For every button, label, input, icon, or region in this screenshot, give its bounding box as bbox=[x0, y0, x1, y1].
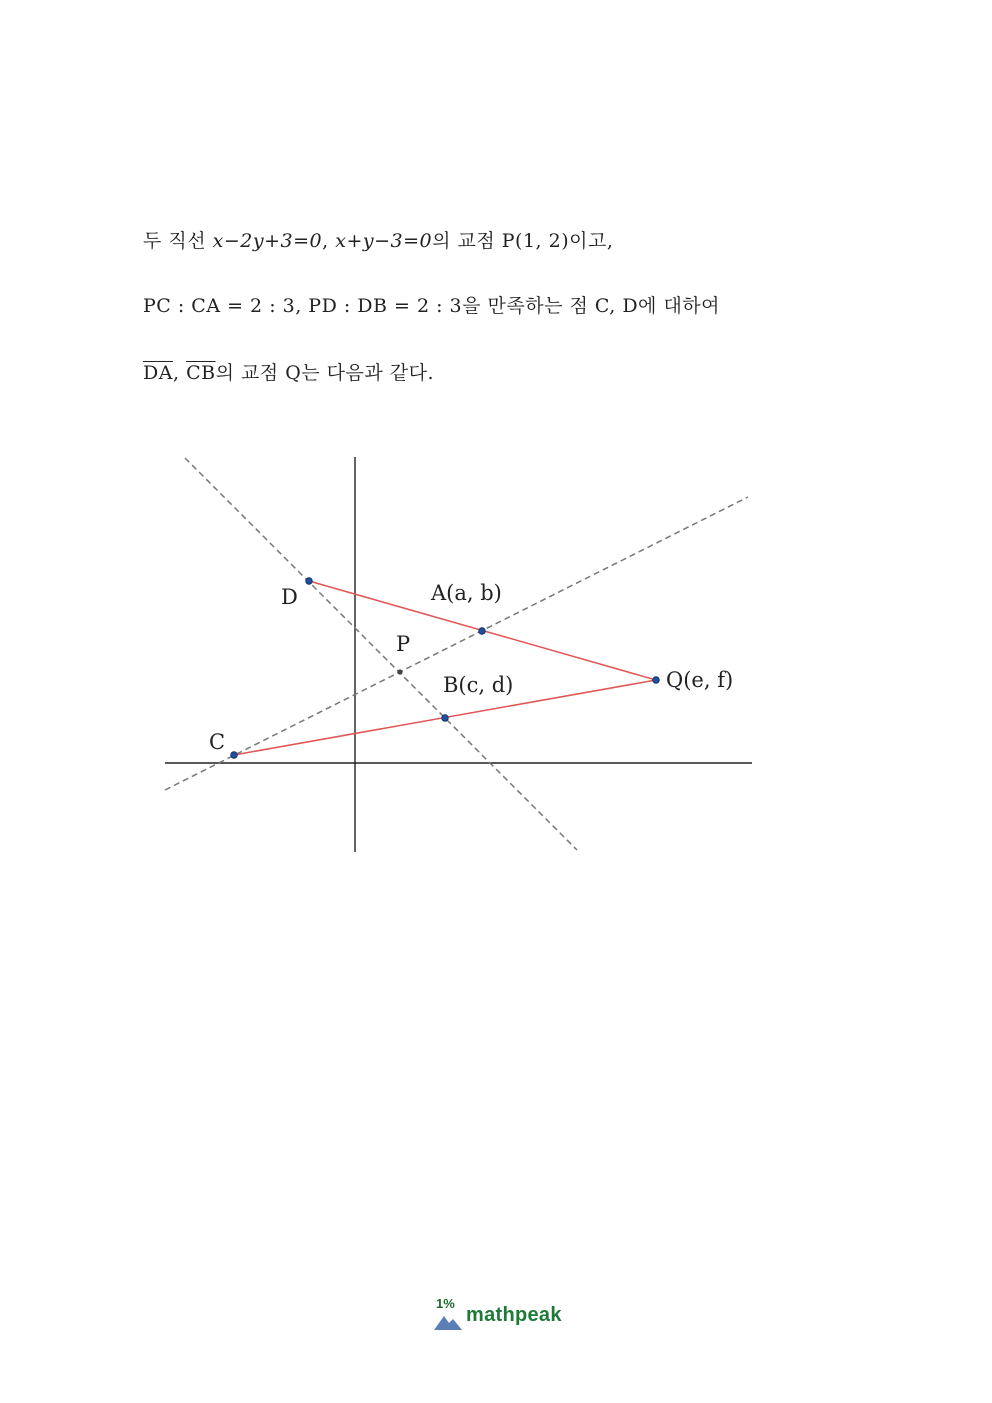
line3-sep: , bbox=[172, 362, 187, 384]
line1-sep: , bbox=[322, 230, 336, 252]
problem-line-2: PC : CA = 2 : 3, PD : DB = 2 : 3을 만족하는 점 C, D에 대하여 bbox=[143, 295, 721, 317]
point-P bbox=[397, 669, 402, 674]
line-x-2y+3 bbox=[165, 497, 748, 790]
line3-rest: 의 교점 Q는 다음과 같다. bbox=[215, 362, 435, 384]
label-B: B(c, d) bbox=[443, 673, 514, 697]
mountain-icon bbox=[434, 1313, 464, 1331]
segment-CB: $\overline{CB}$ bbox=[186, 362, 216, 384]
equation-2: x+y−3=0 bbox=[335, 230, 433, 252]
label-A: A(a, b) bbox=[431, 581, 502, 605]
point-C bbox=[231, 752, 238, 759]
point-Q bbox=[653, 677, 660, 684]
label-P: P bbox=[396, 632, 411, 656]
label-C: C bbox=[209, 730, 226, 754]
label-Q: Q(e, f) bbox=[666, 668, 734, 692]
equation-1: x−2y+3=0 bbox=[212, 230, 323, 252]
point-A bbox=[479, 628, 486, 635]
logo-wordmark: mathpeak bbox=[466, 1304, 562, 1326]
line1-suffix: 의 교점 P(1, 2)이고, bbox=[432, 230, 614, 252]
label-D: D bbox=[281, 585, 298, 609]
line1-prefix: 두 직선 bbox=[143, 230, 213, 252]
logo-percent: 1% bbox=[436, 1296, 455, 1311]
line-x+y-3 bbox=[185, 458, 577, 850]
point-D bbox=[306, 578, 313, 585]
segment-DA: $\overline{DA}$ bbox=[143, 362, 173, 384]
mathpeak-logo bbox=[434, 1296, 574, 1336]
point-B bbox=[442, 715, 449, 722]
